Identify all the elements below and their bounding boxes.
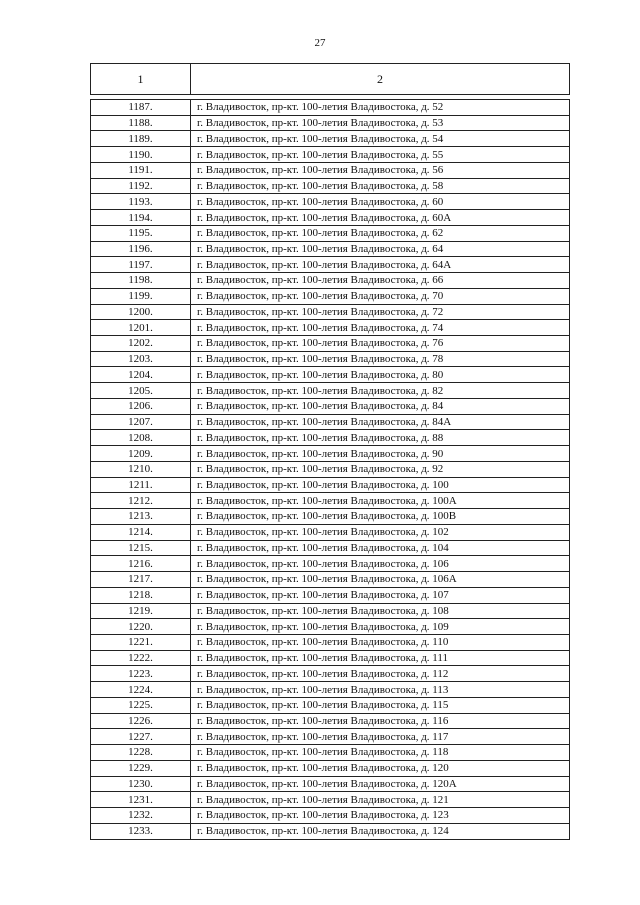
row-address: г. Владивосток, пр-кт. 100-летия Владивостока, д. 106 bbox=[191, 556, 570, 572]
row-number: 1212. bbox=[91, 493, 191, 509]
row-number: 1194. bbox=[91, 210, 191, 226]
row-number: 1201. bbox=[91, 320, 191, 336]
row-number: 1210. bbox=[91, 461, 191, 477]
row-number: 1231. bbox=[91, 792, 191, 808]
row-number: 1225. bbox=[91, 697, 191, 713]
row-number: 1208. bbox=[91, 430, 191, 446]
row-address: г. Владивосток, пр-кт. 100-летия Владивостока, д. 80 bbox=[191, 367, 570, 383]
table-row bbox=[91, 650, 570, 666]
row-address: г. Владивосток, пр-кт. 100-летия Владивостока, д. 102 bbox=[191, 524, 570, 540]
row-number: 1218. bbox=[91, 587, 191, 603]
row-number: 1190. bbox=[91, 147, 191, 163]
row-address: г. Владивосток, пр-кт. 100-летия Владивостока, д. 53 bbox=[191, 115, 570, 131]
row-number: 1220. bbox=[91, 619, 191, 635]
table-row bbox=[91, 367, 570, 383]
row-address: г. Владивосток, пр-кт. 100-летия Владивостока, д. 74 bbox=[191, 320, 570, 336]
row-number: 1205. bbox=[91, 383, 191, 399]
row-address: г. Владивосток, пр-кт. 100-летия Владивостока, д. 84А bbox=[191, 414, 570, 430]
row-number: 1211. bbox=[91, 477, 191, 493]
row-number: 1230. bbox=[91, 776, 191, 792]
row-address: г. Владивосток, пр-кт. 100-летия Владивостока, д. 106А bbox=[191, 572, 570, 588]
row-number: 1216. bbox=[91, 556, 191, 572]
address-table bbox=[90, 99, 570, 840]
row-address: г. Владивосток, пр-кт. 100-летия Владивостока, д. 60А bbox=[191, 210, 570, 226]
table-row bbox=[91, 461, 570, 477]
table-row bbox=[91, 383, 570, 399]
table-row bbox=[91, 556, 570, 572]
table-row bbox=[91, 225, 570, 241]
row-address: г. Владивосток, пр-кт. 100-летия Владивостока, д. 113 bbox=[191, 682, 570, 698]
row-number: 1229. bbox=[91, 760, 191, 776]
table-row bbox=[91, 336, 570, 352]
row-address: г. Владивосток, пр-кт. 100-летия Владивостока, д. 121 bbox=[191, 792, 570, 808]
table-row bbox=[91, 147, 570, 163]
table-row bbox=[91, 634, 570, 650]
page-number: 27 bbox=[314, 37, 326, 49]
row-number: 1222. bbox=[91, 650, 191, 666]
row-address: г. Владивосток, пр-кт. 100-летия Владивостока, д. 104 bbox=[191, 540, 570, 556]
table-row bbox=[91, 162, 570, 178]
row-address: г. Владивосток, пр-кт. 100-летия Владивостока, д. 88 bbox=[191, 430, 570, 446]
row-address: г. Владивосток, пр-кт. 100-летия Владивостока, д. 84 bbox=[191, 398, 570, 414]
row-address: г. Владивосток, пр-кт. 100-летия Владивостока, д. 66 bbox=[191, 273, 570, 289]
table-row bbox=[91, 446, 570, 462]
row-number: 1219. bbox=[91, 603, 191, 619]
table-row bbox=[91, 241, 570, 257]
table-row bbox=[91, 666, 570, 682]
table-row bbox=[91, 493, 570, 509]
row-address: г. Владивосток, пр-кт. 100-летия Владивостока, д. 123 bbox=[191, 808, 570, 824]
row-address: г. Владивосток, пр-кт. 100-летия Владивостока, д. 52 bbox=[191, 100, 570, 116]
row-address: г. Владивосток, пр-кт. 100-летия Владивостока, д. 108 bbox=[191, 603, 570, 619]
table-row bbox=[91, 603, 570, 619]
row-address: г. Владивосток, пр-кт. 100-летия Владивостока, д. 64 bbox=[191, 241, 570, 257]
table-row bbox=[91, 509, 570, 525]
table-row bbox=[91, 304, 570, 320]
row-number: 1195. bbox=[91, 225, 191, 241]
table-row bbox=[91, 540, 570, 556]
row-address: г. Владивосток, пр-кт. 100-летия Владивостока, д. 72 bbox=[191, 304, 570, 320]
row-address: г. Владивосток, пр-кт. 100-летия Владивостока, д. 56 bbox=[191, 162, 570, 178]
row-address: г. Владивосток, пр-кт. 100-летия Владивостока, д. 100 bbox=[191, 477, 570, 493]
row-number: 1188. bbox=[91, 115, 191, 131]
row-address: г. Владивосток, пр-кт. 100-летия Владивостока, д. 54 bbox=[191, 131, 570, 147]
row-address: г. Владивосток, пр-кт. 100-летия Владивостока, д. 117 bbox=[191, 729, 570, 745]
row-number: 1232. bbox=[91, 808, 191, 824]
table-row bbox=[91, 320, 570, 336]
row-address: г. Владивосток, пр-кт. 100-летия Владивостока, д. 62 bbox=[191, 225, 570, 241]
row-number: 1199. bbox=[91, 288, 191, 304]
row-address: г. Владивосток, пр-кт. 100-летия Владивостока, д. 118 bbox=[191, 745, 570, 761]
row-address: г. Владивосток, пр-кт. 100-летия Владивостока, д. 107 bbox=[191, 587, 570, 603]
row-address: г. Владивосток, пр-кт. 100-летия Владивостока, д. 120А bbox=[191, 776, 570, 792]
row-number: 1228. bbox=[91, 745, 191, 761]
table-row bbox=[91, 477, 570, 493]
row-address: г. Владивосток, пр-кт. 100-летия Владивостока, д. 64А bbox=[191, 257, 570, 273]
row-number: 1221. bbox=[91, 634, 191, 650]
row-number: 1227. bbox=[91, 729, 191, 745]
row-address: г. Владивосток, пр-кт. 100-летия Владивостока, д. 100В bbox=[191, 509, 570, 525]
row-number: 1196. bbox=[91, 241, 191, 257]
row-address: г. Владивосток, пр-кт. 100-летия Владивостока, д. 60 bbox=[191, 194, 570, 210]
table-row bbox=[91, 619, 570, 635]
table-row bbox=[91, 115, 570, 131]
table-row bbox=[91, 398, 570, 414]
table-row bbox=[91, 273, 570, 289]
row-address: г. Владивосток, пр-кт. 100-летия Владивостока, д. 115 bbox=[191, 697, 570, 713]
row-address: г. Владивосток, пр-кт. 100-летия Владивостока, д. 90 bbox=[191, 446, 570, 462]
table-header bbox=[90, 63, 570, 95]
table-row bbox=[91, 131, 570, 147]
row-address: г. Владивосток, пр-кт. 100-летия Владивостока, д. 111 bbox=[191, 650, 570, 666]
row-address: г. Владивосток, пр-кт. 100-летия Владивостока, д. 78 bbox=[191, 351, 570, 367]
header-col-2: 2 bbox=[377, 71, 383, 86]
header-col-1: 1 bbox=[91, 64, 191, 94]
row-number: 1187. bbox=[91, 100, 191, 116]
table-row bbox=[91, 194, 570, 210]
table-row bbox=[91, 587, 570, 603]
row-number: 1192. bbox=[91, 178, 191, 194]
row-address: г. Владивосток, пр-кт. 100-летия Владивостока, д. 58 bbox=[191, 178, 570, 194]
row-address: г. Владивосток, пр-кт. 100-летия Владивостока, д. 92 bbox=[191, 461, 570, 477]
table-row bbox=[91, 210, 570, 226]
row-number: 1224. bbox=[91, 682, 191, 698]
table-row bbox=[91, 178, 570, 194]
row-address: г. Владивосток, пр-кт. 100-летия Владивостока, д. 82 bbox=[191, 383, 570, 399]
table-row bbox=[91, 745, 570, 761]
table-row bbox=[91, 808, 570, 824]
row-number: 1217. bbox=[91, 572, 191, 588]
table-row bbox=[91, 792, 570, 808]
table-row bbox=[91, 776, 570, 792]
table-row bbox=[91, 288, 570, 304]
table-row bbox=[91, 351, 570, 367]
table-row bbox=[91, 572, 570, 588]
table-body bbox=[91, 100, 570, 840]
row-address: г. Владивосток, пр-кт. 100-летия Владивостока, д. 110 bbox=[191, 634, 570, 650]
row-address: г. Владивосток, пр-кт. 100-летия Владивостока, д. 76 bbox=[191, 336, 570, 352]
row-number: 1198. bbox=[91, 273, 191, 289]
table-row bbox=[91, 697, 570, 713]
table-row bbox=[91, 414, 570, 430]
row-number: 1223. bbox=[91, 666, 191, 682]
table-row bbox=[91, 682, 570, 698]
table-row bbox=[91, 100, 570, 116]
row-number: 1233. bbox=[91, 823, 191, 839]
row-number: 1215. bbox=[91, 540, 191, 556]
row-number: 1226. bbox=[91, 713, 191, 729]
row-number: 1209. bbox=[91, 446, 191, 462]
table-row bbox=[91, 760, 570, 776]
row-address: г. Владивосток, пр-кт. 100-летия Владивостока, д. 100А bbox=[191, 493, 570, 509]
row-number: 1204. bbox=[91, 367, 191, 383]
row-number: 1202. bbox=[91, 336, 191, 352]
table-row bbox=[91, 524, 570, 540]
row-address: г. Владивосток, пр-кт. 100-летия Владивостока, д. 112 bbox=[191, 666, 570, 682]
row-number: 1206. bbox=[91, 398, 191, 414]
row-address: г. Владивосток, пр-кт. 100-летия Владивостока, д. 116 bbox=[191, 713, 570, 729]
row-address: г. Владивосток, пр-кт. 100-летия Владивостока, д. 109 bbox=[191, 619, 570, 635]
row-number: 1203. bbox=[91, 351, 191, 367]
row-number: 1207. bbox=[91, 414, 191, 430]
row-number: 1214. bbox=[91, 524, 191, 540]
row-number: 1200. bbox=[91, 304, 191, 320]
table-row bbox=[91, 823, 570, 839]
row-number: 1189. bbox=[91, 131, 191, 147]
table-row bbox=[91, 713, 570, 729]
row-number: 1193. bbox=[91, 194, 191, 210]
row-address: г. Владивосток, пр-кт. 100-летия Владивостока, д. 55 bbox=[191, 147, 570, 163]
row-number: 1197. bbox=[91, 257, 191, 273]
row-number: 1213. bbox=[91, 509, 191, 525]
table-row bbox=[91, 257, 570, 273]
table-row bbox=[91, 729, 570, 745]
table-row bbox=[91, 430, 570, 446]
row-address: г. Владивосток, пр-кт. 100-летия Владивостока, д. 120 bbox=[191, 760, 570, 776]
row-address: г. Владивосток, пр-кт. 100-летия Владивостока, д. 70 bbox=[191, 288, 570, 304]
row-number: 1191. bbox=[91, 162, 191, 178]
row-address: г. Владивосток, пр-кт. 100-летия Владивостока, д. 124 bbox=[191, 823, 570, 839]
